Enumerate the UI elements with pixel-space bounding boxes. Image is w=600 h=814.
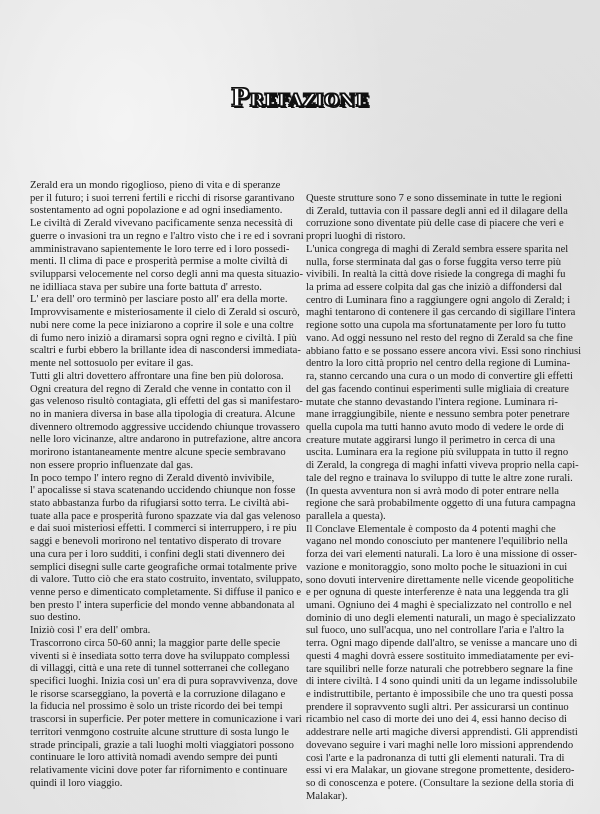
text-line: vagano nel mondo conosciuto per mantenere l'equilibrio nella xyxy=(306,536,568,548)
text-line: continuare le loro attività nomadi avendo sempre dei punti xyxy=(30,752,278,764)
text-line: menti. Il clima di pace e prosperità permise a molte civiltà di xyxy=(30,256,288,268)
text-line: (In questa avventura non si avrà modo di poter entrare nella xyxy=(306,485,559,497)
page-title: Prefazione xyxy=(230,83,370,112)
text-line: non essere proprio influenzate dal gas. xyxy=(30,459,193,471)
text-line: In poco tempo l' intero regno di Zerald diventò invivibile, xyxy=(30,472,275,484)
text-line: suo destino. xyxy=(30,612,81,624)
text-line: Iniziò così l' era dell' ombra. xyxy=(30,625,151,637)
text-line: prendere il sopravvento sugli altri. Per assicurarsi un continuo xyxy=(306,701,569,713)
text-line: quindi il loro viaggio. xyxy=(30,777,123,789)
text-line: questi 4 maghi dovrà essere sostituito immediatamente per evi- xyxy=(306,650,574,662)
text-line: mane irraggiungibile, niente e nessuno sembra poter penetrare xyxy=(306,409,570,421)
text-line: sul fuoco, uno sull'acqua, uno nel controllare l'aria e l'altro la xyxy=(306,625,565,637)
text-line: scaltri e furbi ebbero la brillante idea di nascondersi immediata- xyxy=(30,345,301,357)
text-line: forza dei vari elementi naturali. La loro è una missione di osser- xyxy=(306,549,578,561)
text-line: di Zerald, la congrega di maghi infatti viveva proprio nella capi- xyxy=(306,460,579,472)
text-line: tare squilibri nelle forze naturali che potrebbero segnare la fine xyxy=(306,663,573,675)
text-line: le risorse scarseggiano, la povertà e la corruzione dilagano e xyxy=(30,688,286,700)
text-line: Le civiltà di Zerald vivevano pacificamente senza necessità di xyxy=(30,218,293,230)
text-line: così l'arte e la padronanza di tutti gli elementi naturali. Tra di xyxy=(306,752,565,764)
text-line: semplici disegni sulle carte geografiche ormai totalmente prive xyxy=(30,561,297,573)
text-line: di fumo nero iniziò a diramarsi sopra ogni regno e civiltà. I più xyxy=(30,332,297,344)
text-line: di villaggi, città e una rete di tunnel sotterranei che collegano xyxy=(30,663,290,675)
text-line: saggi e benevoli morirono nel tentativo disperato di trovare xyxy=(30,536,282,548)
text-line: Tutti gli altri dovettero affrontare una fine ben più dolorosa. xyxy=(30,370,284,382)
text-line: Queste strutture sono 7 e sono disseminate in tutte le regioni xyxy=(306,193,562,204)
text-line: territori venmgono costruite alcune strutture di sosta lungo le xyxy=(30,726,289,738)
text-line: sono dovuti intervenire direttamente nelle vicende geopolitiche xyxy=(306,574,574,586)
text-line: tuate alla pace e prosperità furono spazzate via dal gas velenoso xyxy=(30,510,301,522)
text-line: ben presto l' intera superficie del mondo venne abbandonata al xyxy=(30,599,295,611)
text-line: nelle loro vicinanze, altre andarono in putrefazione, altre ancora xyxy=(30,434,302,446)
text-line: Il Conclave Elementale è composto da 4 potenti maghi che xyxy=(306,523,556,535)
text-line: centro di Luminara fino a raggiungere ogni angolo di Zerald; i xyxy=(306,294,571,306)
text-line: mente nel sottosuolo per evitare il gas. xyxy=(30,358,194,370)
text-line: umani. Ogniuno dei 4 maghi è specializzato nel controllo e nel xyxy=(306,600,572,611)
text-line: corruzione sono diventate più delle case di piacere che veri e xyxy=(306,218,564,230)
text-line: specifici luoghi. Inizia così un' era di pura sopravvivenza, dove xyxy=(30,676,298,688)
text-line: ricambio nel caso di morte dei uno dei 4, essi hanno deciso di xyxy=(306,714,567,726)
text-line: Trascorrono circa 50-60 anni; la maggior parte delle specie xyxy=(30,637,281,649)
text-line: propri luoghi di ristoro. xyxy=(306,231,406,243)
text-line: nulla, forse sterminata dal gas o forse fuggita verso terre più xyxy=(306,256,562,268)
text-line: uscita. Luminara era la regione più sviluppata in tutto il regno xyxy=(306,447,569,459)
text-line: guerre o invasioni tra un regno e l'altro visto che i re ed i sovrani xyxy=(30,230,304,242)
text-line: parallela a questa). xyxy=(306,510,386,522)
text-line: del gas facendo continui esperimenti sulle migliaia di creature xyxy=(306,383,569,395)
text-line: stato abbastanza furbo da rifugiarsi sotto terra. Le civiltà abi- xyxy=(30,497,289,509)
text-line: Zerald era un mondo rigoglioso, pieno di vita e di speranze xyxy=(30,180,281,191)
text-line: l' apocalisse si stava scatenando uccidendo chiunque non fosse xyxy=(30,485,296,497)
text-line: dominio di uno degli elementi naturali, un mago è specializzato xyxy=(306,612,576,624)
text-line: la fiducia nel prossimo è solo un triste ricordo dei bei tempi xyxy=(30,701,283,713)
right-column-text xyxy=(306,193,582,804)
text-line: Ogni creatura del regno di Zerald che venne in contatto con il xyxy=(30,383,291,395)
text-line: la prima ad essere colpita dal gas che iniziò a diffondersi dal xyxy=(306,282,563,294)
text-line: trascorsi in superficie. Per poter mettere in comunicazione i vari xyxy=(30,714,302,726)
text-line: creature mutate aggirarsi lungo il perimetro in cerca di una xyxy=(306,434,556,446)
text-line: L'unica congrega di maghi di Zerald sembra essere sparita nel xyxy=(306,243,569,255)
text-line: dentro la loro città proprio nel centro della regione di Lumina- xyxy=(306,358,571,370)
text-line: dovevano seguire i vari maghi nelle loro missioni apprendendo xyxy=(306,739,574,751)
text-line: viventi si è insediata sotto terra dove ha sviluppato complessi xyxy=(30,650,290,662)
text-line: sostentamento ad ogni popolazione e ad ogni insediamento. xyxy=(30,205,283,217)
text-line: strade principali, grazie a tali luoghi molti viaggiatori possono xyxy=(30,739,294,751)
text-line: ra, stanno cercando una cura o un modo di convertire gli effetti xyxy=(306,371,573,383)
text-line: e indistruttibile, pertanto è impossibile che uno tra questi possa xyxy=(306,689,574,701)
text-line: e per ognuna di queste interferenze è nata una leggenda tra gli xyxy=(306,587,569,599)
text-line: di valore. Tutto ciò che era stato costruito, inventato, sviluppato, xyxy=(30,574,303,586)
text-line: nubi nere come la pece iniziarono a coprire il sole e una coltre xyxy=(30,319,294,331)
text-line: L' era dell' oro terminò per lasciare posto all' era della morte. xyxy=(30,294,288,306)
text-line: una cura per i loro sudditi, i confini degli stati divennero dei xyxy=(30,548,285,560)
text-line: so di conoscenza e potere. (Consultare la sezione della storia di xyxy=(306,778,574,790)
text-line: regione che sarà probabilmente oggetto di una futura campagna xyxy=(306,498,576,510)
text-line: di intere civiltà. I 4 sono quindi uniti da un legame indissolubile xyxy=(306,676,578,688)
text-line: svilupparsi velocemente nel corso degli anni ma questa situazio- xyxy=(30,269,304,281)
text-line: Malakar). xyxy=(306,790,348,802)
left-column-text xyxy=(30,180,304,791)
text-line: ne idilliaca stava per subire una forte battuta d' arresto. xyxy=(30,281,262,293)
text-line: terra. Ogni mago dipende dall'altro, se venisse a mancare uno di xyxy=(306,638,578,650)
text-line: vazione e monitoraggio, sono molto poche le situazioni in cui xyxy=(306,561,568,573)
text-line: regione sotto una cupola ma sfortunatamente per loro fu tutto xyxy=(306,320,566,332)
text-line: no in maniera diversa in base alla tipologia di creatura. Alcune xyxy=(30,408,296,420)
text-line: relativamente vicini dove poter far rifornimento e continuare xyxy=(30,765,288,777)
text-line: venne perso e dimenticato completamente. Si diffuse il panico e xyxy=(30,587,302,598)
text-line: tale del regno e trainava lo sviluppo di tutte le altre zone rurali. xyxy=(306,472,573,484)
text-line: abbiano fatto e se possano essere ancora vivi. Essi sono rinchiusi xyxy=(306,345,582,357)
text-line: gas velenoso risultò contagiata, gli effetti del gas si manifestaro- xyxy=(30,396,303,408)
text-line: vano. Ad oggi nessuno nel resto del regno di Zerald sa che fine xyxy=(306,332,573,344)
text-line: divennero oltremodo aggressive uccidendo chiunque trovassero xyxy=(30,421,300,433)
text-line: Improvvisamente e misteriosamente il cielo di Zerald si oscurò, xyxy=(30,307,300,319)
text-line: mutate che stanno devastando l'intera regione. Luminara ri- xyxy=(306,396,558,408)
text-line: addestrare nelle arti magiche diversi apprendisti. Gli apprendisti xyxy=(306,727,578,739)
text-line: per il futuro; i suoi terreni fertili e ricchi di risorse garantivano xyxy=(30,192,295,204)
text-line: e dai suoi misteriosi effetti. I commerci si interruppero, i re piu xyxy=(30,523,297,535)
text-line: maghi tentarono di contenere il gas cercando di sigillare l'intera xyxy=(306,307,576,319)
text-line: vivibili. In realtà la città dove risiede la congrega di maghi fu xyxy=(306,269,566,281)
text-line: amministravano sapientemente le loro terre ed i loro possedi- xyxy=(30,243,290,255)
text-line: essi vi era Malakar, un giovane stregone promettente, desidero- xyxy=(306,765,575,777)
text-line: morirono istantaneamente mentre alcune specie sembravano xyxy=(30,447,286,459)
text-line: di Zerald, tuttavia con il passare degli anni ed il dilagare della xyxy=(306,205,568,217)
text-line: quella cupola ma tutti hanno avuto modo di vedere le orde di xyxy=(306,421,565,433)
